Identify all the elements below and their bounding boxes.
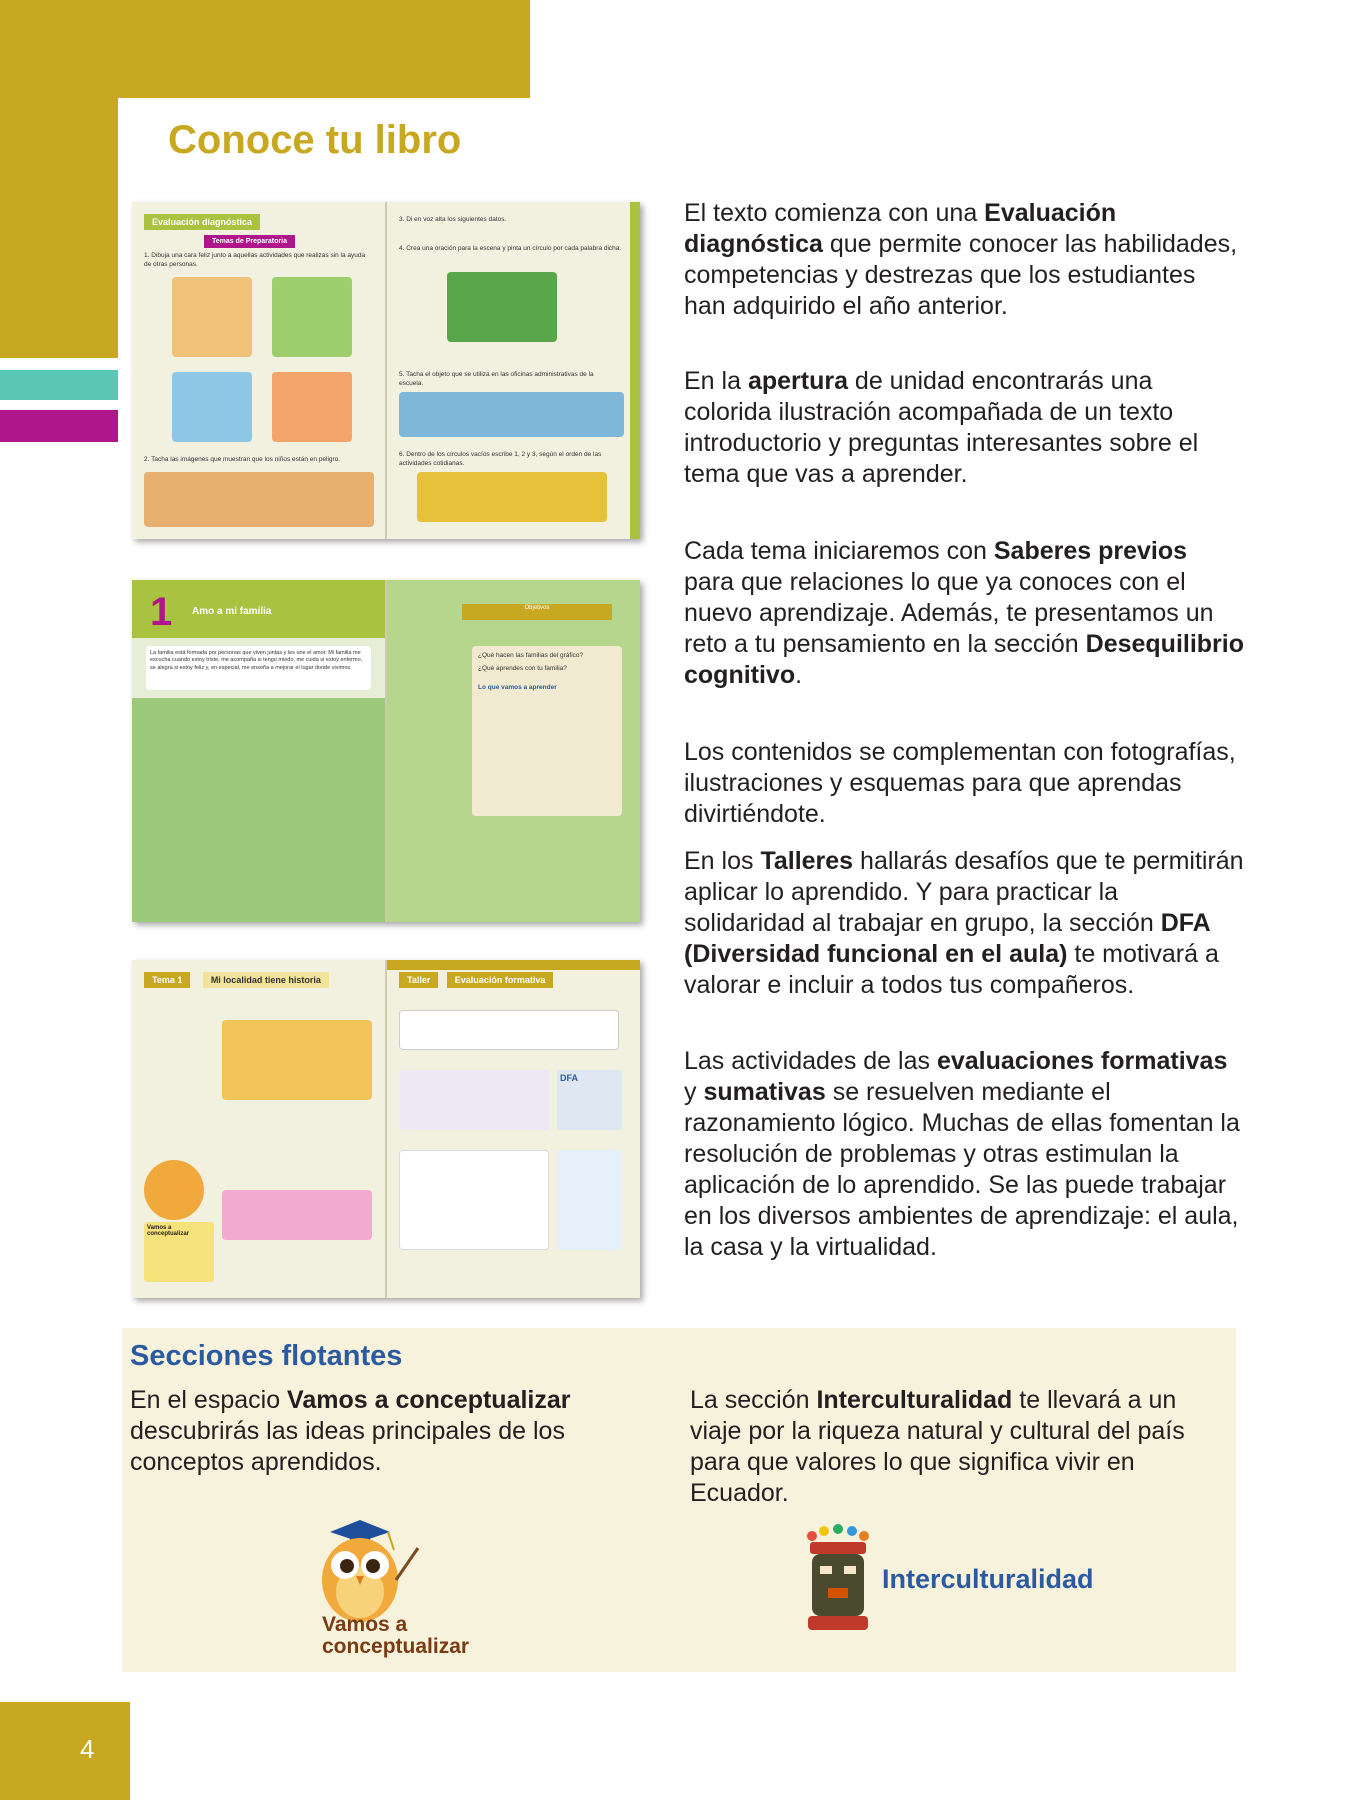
unit-intro: La familia está formada por personas que viven juntas y les une el amor. Mi familia me escucha cuando estoy triste, me acompaña si tengo miedo, me cuida si estoy enfermo, se alegra si estoy feliz y, en especial, me enseña a mejorar el lugar donde vivimos. [150, 650, 363, 671]
keyword: apertura [747, 367, 848, 395]
gold-side-bar [0, 98, 118, 358]
thumb-eval-line: 3. Di en voz alta los siguientes datos. [399, 216, 507, 223]
text: hallarás desafíos que te permitirán aplicar lo aprendido. Y para practicar la solidaridad al trabajar en grupo, la sección [684, 847, 1244, 937]
taller-activity [399, 1150, 549, 1250]
thumbnail-apertura-unidad [132, 580, 640, 922]
paragraph-contenidos [684, 737, 1244, 830]
text: se resuelven mediante el razonamiento lógico. Muchas de ellas fomentan la resolución de problemas y otras estimulan la aplicación de lo aprendido. Se las puede trabajar en los diversos ambientes de aprendizaje: el aula, la casa y la virtualidad. [684, 1078, 1240, 1261]
tema-illustration [222, 1020, 372, 1100]
paragraph-talleres [684, 846, 1244, 1001]
thumb-eval-line: 1. Dibuja una cara feliz junto a aquellas actividades que realizas sin la ayuda de otras personas. [144, 252, 366, 268]
unit-learn-label: Lo que vamos a aprender [478, 683, 557, 691]
text: En los [684, 847, 761, 875]
text: El texto comienza con una [684, 199, 985, 227]
gold-header-bar [0, 0, 530, 98]
page-number: 4 [80, 1734, 95, 1764]
thumb-illustration [272, 277, 352, 357]
keyword: sumativas [703, 1078, 826, 1106]
thumb-illustration [172, 277, 252, 357]
thumb-accent [387, 960, 640, 970]
taller-eval-tag: Evaluación formativa [447, 972, 554, 988]
page-title: Conoce tu libro [168, 118, 462, 162]
keyword: DFA (Diversidad funcional en el aula) [684, 909, 1210, 968]
paragraph-saberes [684, 536, 1244, 691]
paragraph-evaluacion [684, 198, 1244, 322]
keyword: Desequilibrio cognitivo [684, 630, 1245, 689]
thumb-eval-line: 2. Tacha las imágenes que muestran que los niños están en peligro. [144, 456, 341, 463]
tema-title: Mi localidad tiene historia [203, 972, 329, 988]
unit-question: ¿Qué aprendes con tu familia? [478, 664, 567, 672]
unit-question: ¿Qué hacen las familias del gráfico? [478, 652, 584, 659]
text: . [795, 661, 803, 689]
text: que permite conocer las habilidades, competencias y destrezas que los estudiantes han adquirido el año anterior. [684, 230, 1238, 320]
interculturalidad-label: Interculturalidad [882, 1564, 1094, 1594]
keyword: Interculturalidad [816, 1386, 1013, 1414]
text: te motivará a valorar e incluir a todos tus compañeros. [684, 940, 1219, 999]
teal-stripe [0, 370, 118, 400]
owl-label-line: Vamos a [322, 1613, 408, 1636]
thumb-illustration [272, 372, 352, 442]
unit-questions-box [472, 646, 622, 816]
unit-number: 1 [150, 590, 173, 634]
thumb-illustration [172, 372, 252, 442]
text: La sección [690, 1386, 817, 1414]
vamos-conceptualizar-label [322, 1614, 469, 1658]
thumbnail-evaluacion-diagnostica [132, 202, 640, 539]
thumb-eval-tag: Temas de Preparatoria [204, 235, 295, 248]
interculturalidad-text [690, 1385, 1230, 1509]
text: para que relaciones lo que ya conoces con el nuevo aprendizaje. Además, te presentamos un reto a tu pensamiento en la sección [684, 568, 1214, 658]
text: te llevará a un viaje por la riqueza natural y cultural del país para que valores lo que significa vivir en Ecuador. [690, 1386, 1185, 1507]
gold-footer-bar [0, 1702, 130, 1800]
keyword: Evaluación diagnóstica [684, 199, 1117, 258]
dfa-mini-label: DFA [560, 1073, 578, 1083]
unit-title: Amo a mi familia [192, 606, 272, 617]
vamos-mini-box [144, 1222, 214, 1282]
unit-intro-box [146, 646, 371, 690]
thumb-illustration [144, 472, 374, 527]
keyword: Vamos a conceptualizar [287, 1386, 571, 1414]
text: En la [684, 367, 748, 395]
thumb-eval-line: 4. Crea una oración para la escena y pinta un círculo por cada palabra dicha. [399, 244, 622, 252]
text: y [684, 1078, 704, 1106]
thumb-illustration [447, 272, 557, 342]
owl-mini-icon [144, 1160, 204, 1220]
keyword: evaluaciones formativas [936, 1047, 1228, 1075]
thumb-accent [630, 202, 640, 539]
taller-activity [399, 1070, 549, 1130]
text: Las actividades de las [684, 1047, 937, 1075]
thumb-page-left [132, 960, 386, 1298]
thumb-page-right [387, 960, 640, 1298]
thumb-eval-line: 5. Tacha el objeto que se utiliza en las oficinas administrativas de la escuela. [399, 371, 594, 387]
paragraph-evaluaciones [684, 1046, 1244, 1263]
keyword: Talleres [760, 847, 854, 875]
text: descubrirás las ideas principales de los conceptos aprendidos. [130, 1417, 565, 1476]
owl-label-line: conceptualizar [322, 1635, 470, 1658]
thumb-page-left [132, 202, 386, 539]
thumb-illustration [399, 392, 624, 437]
unit-objectives [462, 604, 612, 620]
vamos-mini-label: Vamos a conceptualizar [147, 1225, 190, 1237]
owl-icon [300, 1510, 420, 1630]
text: de unidad encontrarás una colorida ilustración acompañada de un texto introductorio y preguntas interesantes sobre el tema que vas a aprender. [684, 367, 1199, 488]
vamos-conceptualizar-text [130, 1385, 670, 1478]
thumb-eval-line: 6. Dentro de los círculos vacíos escribe 1, 2 y 3, según el orden de las actividades cotidianas. [399, 451, 602, 467]
thumb-eval-header: Evaluación diagnóstica [144, 214, 260, 230]
thumbnail-tema-taller [132, 960, 640, 1298]
paragraph-apertura [684, 366, 1244, 490]
unit-illustration [132, 698, 386, 922]
dfa-mini-box [557, 1070, 622, 1130]
text: Los contenidos se complementan con fotografías, ilustraciones y esquemas para que aprendas divirtiéndote. [684, 738, 1236, 828]
competencia-mini-box [557, 1150, 622, 1250]
thumb-page-right [387, 202, 640, 539]
tema-pink-box [222, 1190, 372, 1240]
thumb-illustration [417, 472, 607, 522]
tema-tag: Tema 1 [144, 972, 190, 988]
text: En el espacio [130, 1386, 288, 1414]
taller-tag: Taller [399, 972, 438, 988]
keyword: Saberes previos [993, 537, 1188, 565]
mask-icon [798, 1522, 878, 1634]
unit-objectives-label: Objetivos [524, 605, 550, 611]
text: Cada tema iniciaremos con [684, 537, 994, 565]
taller-answer-box [399, 1010, 619, 1050]
floating-sections-title: Secciones flotantes [130, 1340, 403, 1372]
magenta-stripe [0, 410, 118, 442]
